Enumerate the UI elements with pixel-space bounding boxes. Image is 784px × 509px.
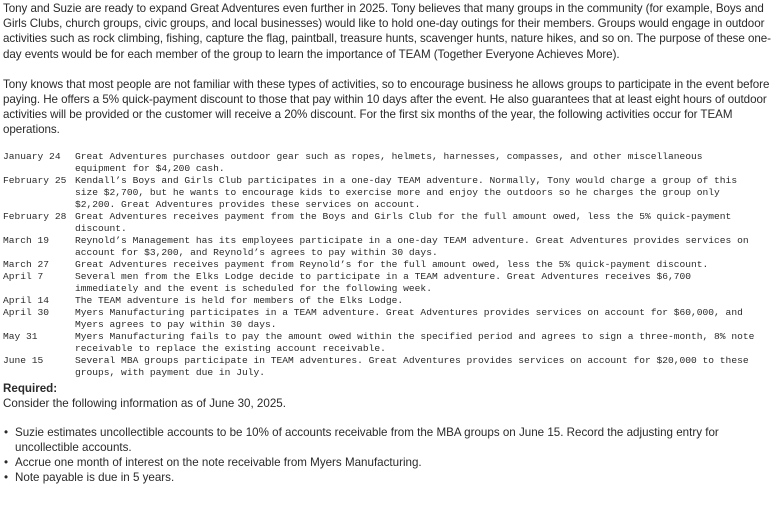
required-heading: Required:: [3, 381, 58, 395]
event-row: [3, 355, 759, 379]
event-description: Several MBA groups participate in TEAM adventures. Great Adventures provides services on account for $20,000 to these groups, with payment due in July.: [75, 354, 749, 378]
event-date: February 25: [3, 174, 67, 186]
event-description: Kendall’s Boys and Girls Club participates in a one-day TEAM adventure. Normally, Tony would charge a group of this size $2,700, but he wants to encourage kids to exercise more and enjoy the outdoors so he charges the group only $2,200. Great Adventures provides these services on account.: [75, 174, 738, 210]
event-date: January 24: [3, 150, 61, 162]
event-row: [3, 211, 759, 235]
task-text: Suzie estimates uncollectible accounts to be 10% of accounts receivable from the MBA groups on June 15. Record the adjusting entry for uncollectible accounts.: [15, 425, 719, 454]
bullet-icon: •: [4, 470, 9, 484]
event-row: [3, 295, 759, 307]
list-item: [4, 455, 780, 470]
event-description: Great Adventures receives payment from Reynold’s for the full amount owed, less the 5% quick-payment discount.: [75, 258, 709, 270]
intro-paragraph-1: Tony and Suzie are ready to expand Great Adventures even further in 2025. Tony believes that many groups in the community (for example, Boys and Girls Clubs, church groups, civic groups, and local businesses) would like to hold one-day outings for their members. Groups would engage in outdoor activities such as rock climbing, fishing, capture the flag, paintball, treasure hunts, scavenger hunts, nature hikes, and so on. The purpose of these one-day events would be for each member of the group to learn the importance of TEAM (Together Everyone Achieves More).: [3, 2, 771, 61]
intro-paragraph-2: Tony knows that most people are not familiar with these types of activities, so to encourage business he allows groups to participate in the event before paying. He offers a 5% quick-payment discount to those that pay within 10 days after the event. He also guarantees that at least eight hours of outdoor activities will be provided or the customer will receive a 20% discount. For the first six months of the year, the following activities occur for TEAM operations.: [3, 77, 770, 137]
event-description: The TEAM adventure is held for members of the Elks Lodge.: [75, 294, 404, 306]
task-text: Note payable is due in 5 years.: [15, 470, 175, 484]
event-date: April 14: [3, 294, 50, 306]
event-date: April 7: [3, 270, 44, 282]
event-row: [3, 259, 759, 271]
bullet-icon: •: [4, 425, 9, 439]
event-description: Myers Manufacturing fails to pay the amount owed within the specified period and agrees to sign a three-month, 8% note receivable to replace the existing account receivable.: [75, 330, 755, 354]
list-item: [4, 470, 780, 485]
list-item: [4, 425, 780, 455]
consider-text: Consider the following information as of June 30, 2025.: [3, 396, 286, 410]
event-description: Great Adventures receives payment from the Boys and Girls Club for the full amount owed, less the 5% quick-payment discount.: [75, 210, 732, 234]
event-row: [3, 151, 759, 175]
task-text: Accrue one month of interest on the note receivable from Myers Manufacturing.: [15, 455, 422, 469]
event-date: February 28: [3, 210, 67, 222]
task-list: [3, 425, 780, 485]
event-description: Several men from the Elks Lodge decide to participate in a TEAM adventure. Great Adventures receives $6,700 immediately and the event is scheduled for the following week.: [75, 270, 692, 294]
event-description: Reynold’s Management has its employees participate in a one-day TEAM adventure. Great Adventures provides services on account for $3,200, and Reynold’s agrees to pay within 30 days.: [75, 234, 749, 258]
event-date: March 19: [3, 234, 50, 246]
event-date: March 27: [3, 258, 50, 270]
event-date: June 15: [3, 354, 44, 366]
event-row: [3, 307, 759, 331]
bullet-icon: •: [4, 455, 9, 469]
event-description: Great Adventures purchases outdoor gear such as ropes, helmets, harnesses, compasses, and other miscellaneous equipment for $4,200 cash.: [75, 150, 703, 174]
event-row: [3, 175, 759, 211]
event-date: May 31: [3, 330, 38, 342]
events-table: [3, 151, 759, 379]
event-row: [3, 235, 759, 259]
event-description: Myers Manufacturing participates in a TEAM adventure. Great Adventures provides services on account for $60,000, and Myers agrees to pay within 30 days.: [75, 306, 743, 330]
event-row: [3, 271, 759, 295]
event-row: [3, 331, 759, 355]
event-date: April 30: [3, 306, 50, 318]
